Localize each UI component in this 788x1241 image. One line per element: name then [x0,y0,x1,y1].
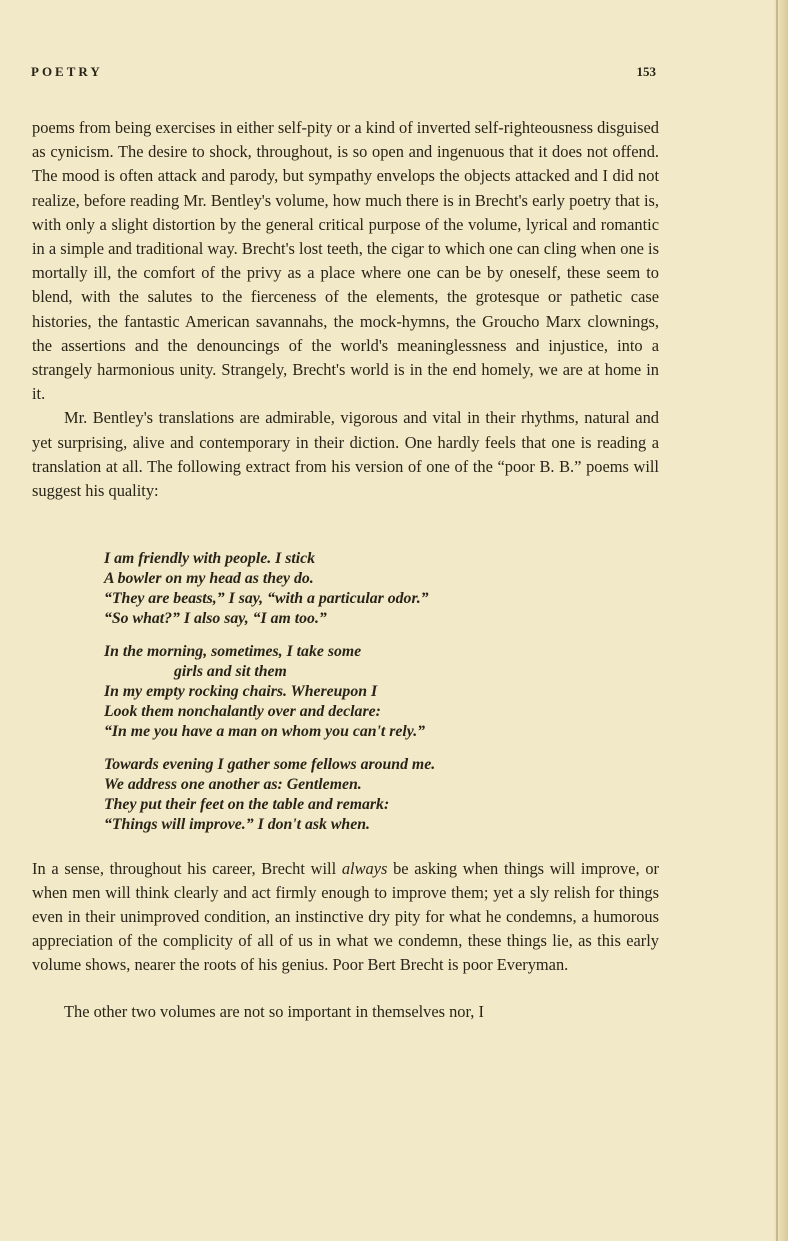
page-edge-stripe [776,0,778,1241]
body-text [32,116,659,1024]
poem-line: We address one another as: Gentlemen. [104,776,362,794]
poem-line: A bowler on my head as they do. [104,570,314,588]
poem-stanza-2 [104,642,659,741]
paragraph-3 [32,857,659,978]
poem-line: In the morning, sometimes, I take some [104,643,362,661]
paragraph-3-end: be asking when things will improve, or when men will think clearly and act firmly enough to improve them; yet a sly relish for things even in their unimproved condition, an instinctive dry pity for what he condemns, a humorous appreciation of the complicity of all of us in what we condemn, these things lie, as this early volume shows, nearer the roots of his genius. Poor Bert Brecht is poor Everyman. [32,858,659,975]
poem-line: “They are beasts,” I say, “with a particular odor.” [104,589,429,607]
paragraph-2: Mr. Bentley's translations are admirable, vigorous and vital in their rhythms, natural and yet surprising, alive and contemporary in their diction. One hardly feels that one is reading a translation at all. The following extract from his version of one of the “poor B. B.” poems will suggest his quality: [32,408,659,501]
poem-line: They put their feet on the table and remark: [104,796,390,814]
poem-stanza-1 [104,549,659,628]
poem-stanza-3 [104,755,659,834]
poem-line: Towards evening I gather some fellows around me. [104,756,436,774]
paragraph-4: The other two volumes are not so important in themselves nor, I [64,1001,484,1021]
paragraph-1: poems from being exercises in either self-pity or a kind of inverted self-righteousness disguised as cynicism. The desire to shock, throughout, is so open and ingenuous that it does not offend. The mood is often attack and parody, but sympathy envelops the objects attacked and I did not realize, before reading Mr. Bentley's volume, how much there is in Brecht's early poetry that is, with only a slight distortion by the general critical purpose of the volume, lyrical and romantic in a simple and traditional way. Brecht's lost teeth, the cigar to which one can cling when one is mortally ill, the comfort of the privy as a place where one can be by oneself, these seem to blend, with the salutes to the fierceness of the elements, the grotesque or pathetic case histories, the fantastic American savannahs, the mock-hymns, the Groucho Marx clownings, the assertions and the denouncings of the world's meaninglessness and injustice, into a strangely harmonious unity. Strangely, Brecht's world is in the end homely, we are at home in it. [32,118,659,404]
poem-line: “Things will improve.” I don't ask when. [104,815,370,833]
poem-line: “So what?” I also say, “I am too.” [104,609,327,627]
paragraph-3-start: In a sense, throughout his career, Brecht will [32,858,342,878]
emphasis-always: always [341,858,388,878]
page-number: 153 [636,64,656,79]
poem-line: “In me you have a man on whom you can't rely.” [104,722,426,740]
running-title: POETRY [31,64,103,79]
poem-line: Look them nonchalantly over and declare: [104,702,381,720]
running-header [31,64,656,80]
poem-line: In my empty rocking chairs. Whereupon I [104,683,378,701]
poem-extract [104,549,659,834]
poem-line: girls and sit them [174,663,287,681]
poem-line: I am friendly with people. I stick [104,550,316,568]
